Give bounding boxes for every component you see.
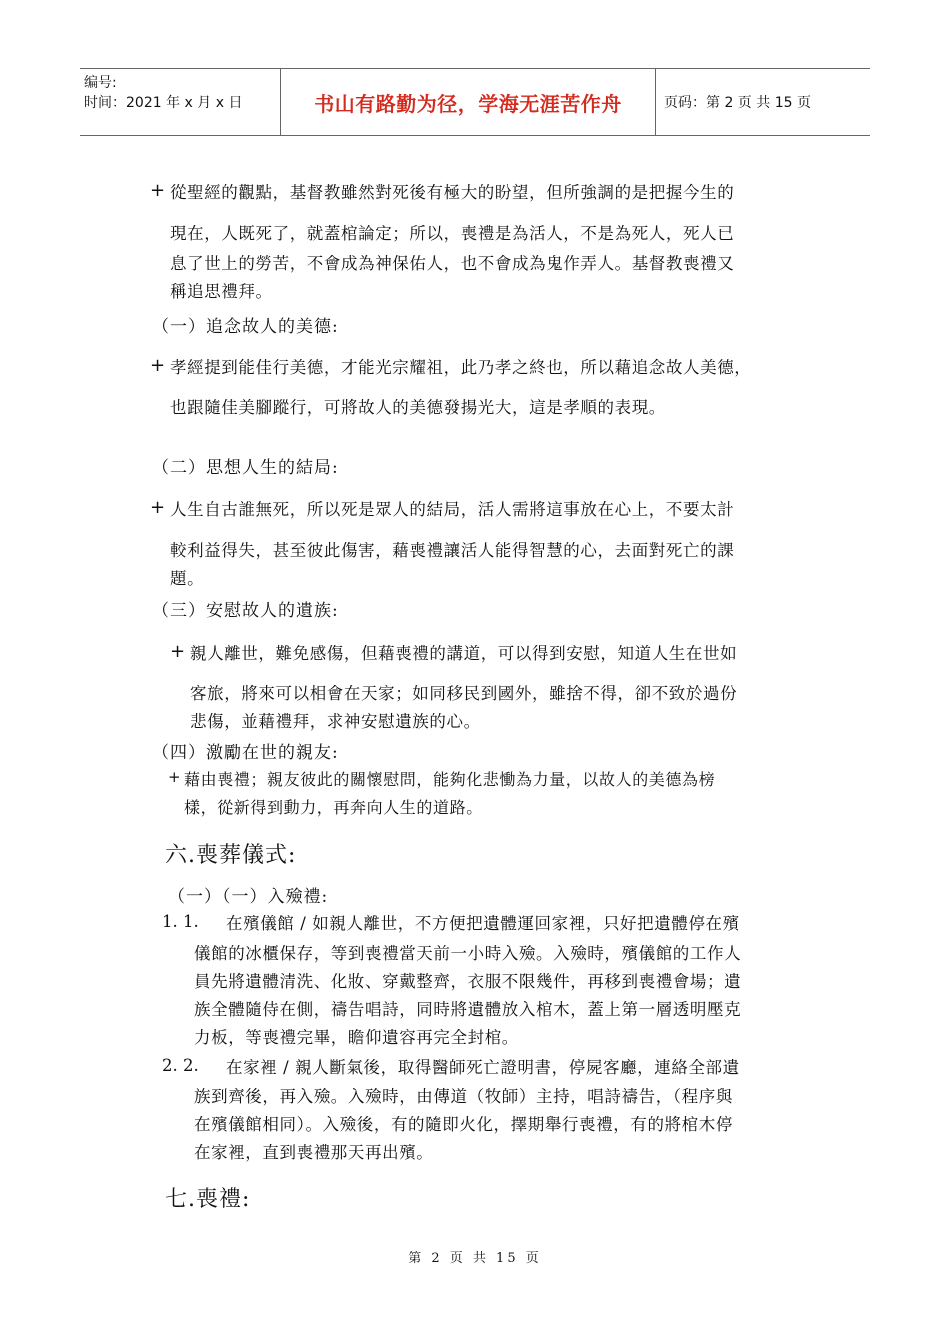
section-bullet: +	[168, 768, 181, 786]
section-line: 樣，從新得到動力，再奔向人生的道路。	[184, 798, 483, 817]
page-footer: 第 2 页 共 15 页	[408, 1251, 542, 1266]
section-line: 客旅，將來可以相會在天家；如同移民到國外，雖捨不得，卻不致於過份	[190, 684, 738, 703]
list-item-marker: 1. 1.	[162, 912, 199, 931]
intro-bullet: +	[150, 180, 166, 201]
list-item-line: 儀館的冰櫃保存，等到喪禮當天前一小時入殮。入殮時，殯儀館的工作人	[194, 944, 742, 963]
section-heading: （三）安慰故人的遺族:	[152, 601, 339, 621]
section-line: 也跟隨佳美腳蹤行，可將故人的美德發揚光大，這是孝順的表現。	[170, 398, 666, 417]
section-line: 悲傷，並藉禮拜，求神安慰遺族的心。	[190, 712, 481, 731]
section-line: 親人離世，難免感傷，但藉喪禮的講道，可以得到安慰，知道人生在世如	[190, 644, 738, 663]
section-bullet: +	[150, 355, 166, 376]
section-heading: （一）追念故人的美德:	[152, 317, 339, 337]
list-item-line: 員先將遺體清洗、化妝、穿戴整齊，衣服不限幾件，再移到喪禮會場；遺	[194, 972, 742, 991]
list-item-line: 在殯儀館相同）。入殮後，有的隨即火化，擇期舉行喪禮，有的將棺木停	[194, 1115, 733, 1134]
section-6-subheading: （一）（一）入殮禮:	[168, 887, 329, 907]
document-time: 时间：2021 年 x 月 x 日	[84, 95, 243, 111]
intro-line: 稱追思禮拜。	[170, 282, 273, 301]
header-page-info: 页码：第 2 页 共 15 页	[664, 95, 811, 111]
section-line: 人生自古誰無死，所以死是眾人的結局，活人需將這事放在心上，不要太計	[170, 500, 735, 519]
list-item-marker: 2. 2.	[162, 1056, 199, 1075]
list-item-line: 在家裡，直到喪禮那天再出殯。	[194, 1143, 434, 1162]
section-7-title: 七.喪禮:	[165, 1187, 251, 1212]
list-item-line: 族到齊後，再入殮。入殮時，由傳道（牧師）主持，唱詩禱告，（程序與	[194, 1087, 733, 1106]
section-line: 孝經提到能佳行美德，才能光宗耀祖，此乃孝之終也，所以藉追念故人美德，	[170, 358, 752, 377]
list-item-line: 力板，等喪禮完畢，瞻仰遺容再完全封棺。	[194, 1028, 519, 1047]
document-number: 编号:	[84, 75, 117, 91]
header-motto: 书山有路勤为径，学海无涯苦作舟	[280, 69, 656, 135]
header-table	[80, 68, 870, 136]
list-item-line: 在殯儀館 / 如親人離世，不方便把遺體運回家裡，只好把遺體停在殯	[226, 914, 740, 933]
section-line: 藉由喪禮；親友彼此的關懷慰問，能夠化悲慟為力量，以故人的美德為榜	[184, 770, 716, 789]
section-line: 較利益得失，甚至彼此傷害，藉喪禮讓活人能得智慧的心，去面對死亡的課	[170, 541, 735, 560]
section-6-title: 六.喪葬儀式:	[165, 843, 297, 868]
section-line: 題。	[170, 569, 205, 588]
intro-line: 從聖經的觀點，基督教雖然對死後有極大的盼望，但所強調的是把握今生的	[170, 183, 735, 202]
section-bullet: +	[170, 641, 186, 662]
section-bullet: +	[150, 497, 166, 518]
intro-line: 現在，人既死了，就蓋棺論定；所以，喪禮是為活人，不是為死人，死人已	[170, 224, 735, 243]
header-meta	[80, 69, 280, 135]
section-heading: （二）思想人生的結局:	[152, 458, 339, 478]
intro-line: 息了世上的勞苦，不會成為神保佑人，也不會成為鬼作弄人。基督教喪禮又	[170, 254, 735, 273]
list-item-line: 族全體隨侍在側，禱告唱詩，同時將遺體放入棺木，蓋上第一層透明壓克	[194, 1000, 742, 1019]
section-heading: （四）激勵在世的親友:	[152, 743, 339, 763]
list-item-line: 在家裡 / 親人斷氣後，取得醫師死亡證明書，停屍客廳，連絡全部遺	[226, 1058, 740, 1077]
